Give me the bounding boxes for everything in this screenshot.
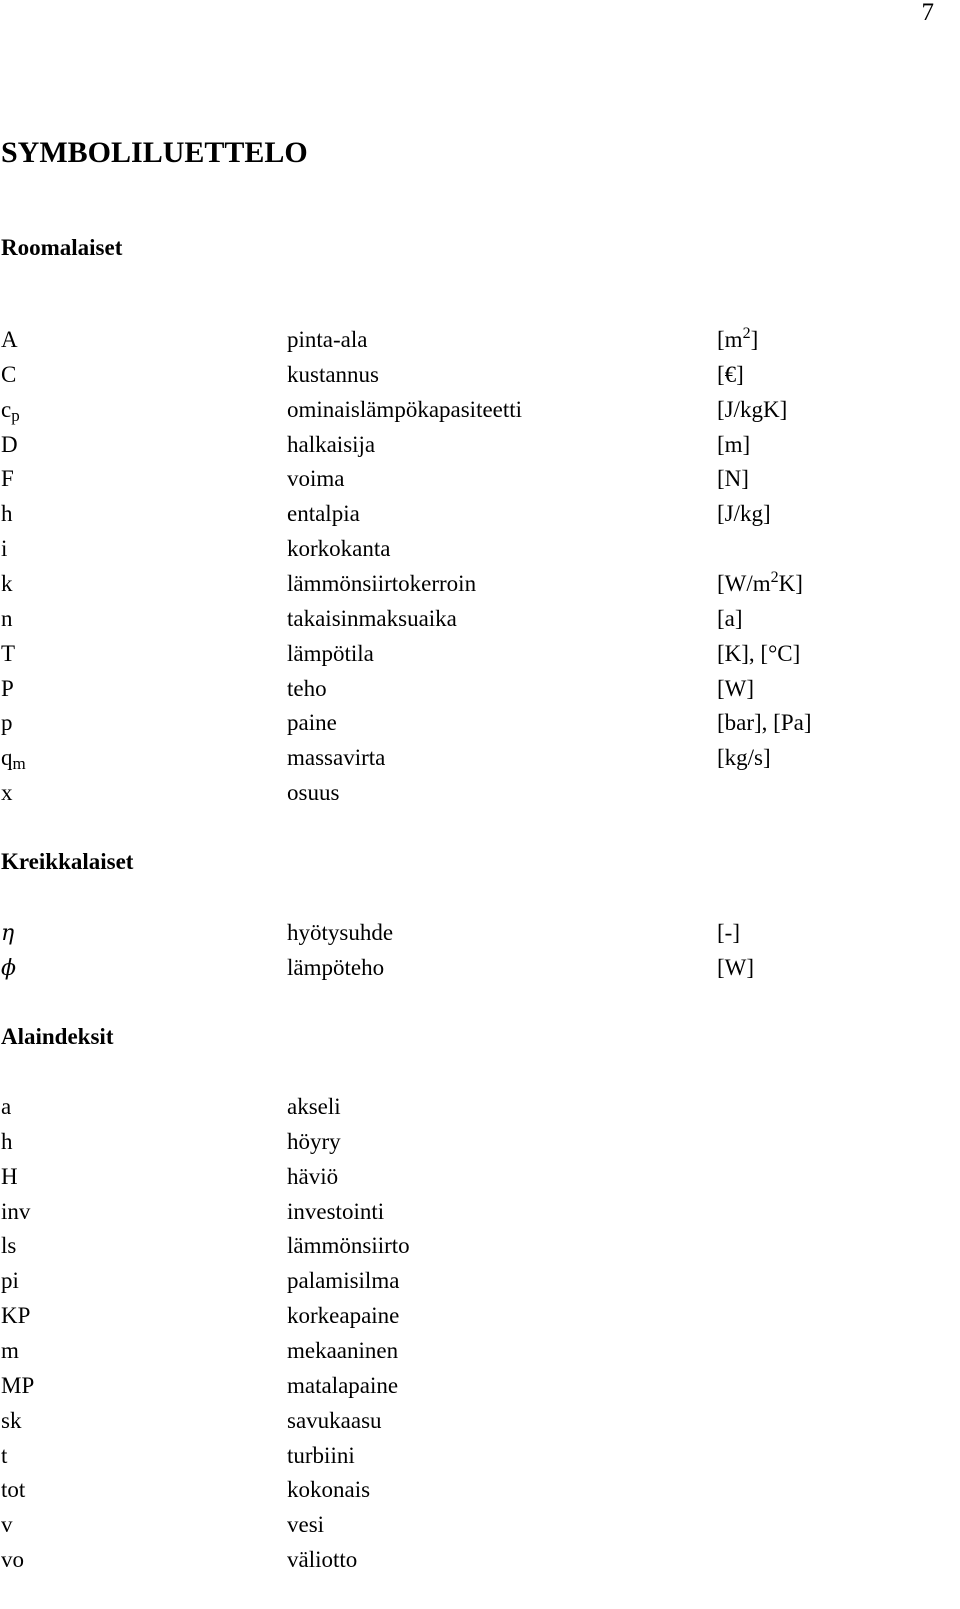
- unit-prefix: [m: [717, 327, 743, 352]
- symbol: [1, 705, 13, 740]
- subscripts-row: [0, 1159, 960, 1194]
- unit-suffix: K]: [778, 570, 803, 596]
- unit-superscript: 2: [770, 568, 779, 586]
- unit: [717, 566, 803, 604]
- symbol-main: η: [1, 921, 15, 946]
- unit: [kg/s]: [717, 745, 771, 771]
- symbol-main: ϕ: [1, 955, 16, 981]
- unit: [€]: [717, 361, 744, 387]
- symbol-main: k: [1, 570, 13, 596]
- symbol-main: v: [1, 1512, 13, 1538]
- symbol-main: p: [1, 710, 13, 736]
- unit: [W]: [717, 954, 755, 980]
- description: korkokanta: [287, 536, 391, 562]
- symbol: [1, 1194, 30, 1229]
- subscripts-row: [0, 1507, 960, 1542]
- symbol: [1, 1089, 11, 1124]
- symbol-main: vo: [1, 1547, 24, 1573]
- description: korkeapaine: [287, 1303, 400, 1329]
- subscripts-row: [0, 1124, 960, 1159]
- roman-row: [0, 636, 960, 671]
- roman-row: [0, 671, 960, 706]
- description: lämpötila: [287, 640, 374, 666]
- symbol: [1, 357, 16, 392]
- section-heading-subscripts: Alaindeksit: [1, 1024, 114, 1049]
- symbol: [1, 461, 14, 496]
- symbol: [1, 1298, 30, 1333]
- symbol: [1, 496, 13, 531]
- subscripts-row: [0, 1403, 960, 1438]
- symbol: [1, 531, 7, 566]
- section-heading-roman: Roomalaiset: [1, 235, 123, 260]
- description: höyry: [287, 1128, 341, 1154]
- description: turbiini: [287, 1442, 355, 1468]
- roman-row: [0, 427, 960, 462]
- symbol-main: tot: [1, 1477, 26, 1503]
- roman-row: [0, 601, 960, 636]
- description: lämpöteho: [287, 954, 385, 980]
- unit: [717, 322, 758, 360]
- description: voima: [287, 466, 345, 492]
- symbol-main: sk: [1, 1407, 22, 1433]
- unit-prefix: [W/m: [717, 570, 771, 596]
- unit: [K], [°C]: [717, 640, 801, 666]
- description: hyötysuhde: [287, 920, 394, 945]
- symbol: [1, 740, 26, 777]
- symbol: [1, 1159, 18, 1194]
- symbol: [1, 601, 13, 636]
- roman-row: [0, 740, 960, 775]
- symbol-main: h: [1, 1128, 13, 1154]
- unit: [-]: [717, 920, 740, 945]
- description: palamisilma: [287, 1268, 400, 1294]
- symbol: [1, 427, 18, 462]
- symbol-main: F: [1, 466, 14, 492]
- symbol-main: MP: [1, 1372, 35, 1398]
- symbol: [1, 950, 16, 986]
- unit: [m]: [717, 431, 751, 457]
- symbol-main: h: [1, 501, 13, 527]
- subscripts-row: [0, 1333, 960, 1368]
- description: ominaislämpökapasiteetti: [287, 396, 523, 422]
- page-number: 7: [921, 0, 934, 26]
- description: paine: [287, 710, 337, 736]
- roman-row: [0, 705, 960, 740]
- symbol-main: inv: [1, 1198, 31, 1224]
- roman-row: [0, 566, 960, 601]
- subscripts-row: [0, 1298, 960, 1333]
- symbol-main: D: [1, 431, 18, 457]
- section-heading-greek: Kreikkalaiset: [1, 849, 134, 874]
- symbol-main: t: [1, 1442, 8, 1468]
- unit: [W]: [717, 675, 755, 701]
- symbol-main: x: [1, 780, 13, 806]
- unit: [a]: [717, 605, 743, 631]
- symbol: [1, 915, 14, 951]
- symbol-main: q: [1, 745, 13, 771]
- symbol-subscript: m: [12, 754, 26, 774]
- unit: [J/kgK]: [717, 396, 788, 422]
- symbol: [1, 1507, 13, 1542]
- roman-row: [0, 531, 960, 566]
- symbol-main: ls: [1, 1233, 17, 1259]
- subscripts-row: [0, 1228, 960, 1263]
- symbol: [1, 1263, 19, 1298]
- description: takaisinmaksuaika: [287, 605, 457, 631]
- description: osuus: [287, 780, 340, 806]
- symbol: [1, 671, 14, 706]
- symbol: [1, 1333, 19, 1368]
- subscripts-row: [0, 1438, 960, 1473]
- description: massavirta: [287, 745, 386, 771]
- symbol-main: a: [1, 1094, 12, 1119]
- roman-row: [0, 322, 960, 357]
- description: mekaaninen: [287, 1337, 399, 1363]
- description: lämmönsiirtokerroin: [287, 570, 477, 596]
- symbol: [1, 1228, 16, 1263]
- roman-row: [0, 461, 960, 496]
- description: häviö: [287, 1163, 339, 1189]
- symbol-main: P: [1, 675, 14, 701]
- subscripts-row: [0, 1472, 960, 1507]
- unit: [J/kg]: [717, 501, 771, 527]
- description: pinta-ala: [287, 327, 368, 352]
- description: savukaasu: [287, 1407, 382, 1433]
- roman-row: [0, 357, 960, 392]
- unit-suffix: ]: [750, 327, 759, 352]
- symbol: [1, 1438, 7, 1473]
- greek-row: [0, 950, 960, 985]
- symbol: [1, 566, 13, 601]
- symbol: [1, 322, 18, 357]
- description: halkaisija: [287, 431, 376, 457]
- symbol-main: pi: [1, 1268, 19, 1294]
- symbol-main: T: [1, 640, 16, 666]
- roman-row: [0, 496, 960, 531]
- symbol: [1, 1124, 13, 1159]
- roman-row: [0, 392, 960, 427]
- subscripts-row: [0, 1368, 960, 1403]
- roman-row: [0, 775, 960, 810]
- symbol-main: A: [1, 327, 18, 352]
- description: kustannus: [287, 361, 379, 387]
- unit: [bar], [Pa]: [717, 710, 812, 736]
- description: entalpia: [287, 501, 360, 527]
- symbol: [1, 1403, 21, 1438]
- symbol: [1, 1542, 24, 1577]
- description: kokonais: [287, 1477, 371, 1503]
- symbol-main: H: [1, 1163, 18, 1189]
- subscripts-row: [0, 1194, 960, 1229]
- symbol-main: m: [1, 1337, 19, 1363]
- page-title: SYMBOLILUETTELO: [1, 136, 308, 169]
- symbol: [1, 775, 13, 810]
- description: lämmönsiirto: [287, 1233, 410, 1259]
- symbol-main: KP: [1, 1303, 31, 1329]
- symbol: [1, 636, 15, 671]
- symbol-subscript: p: [11, 405, 20, 425]
- greek-row: [0, 915, 960, 950]
- description: akseli: [287, 1094, 341, 1119]
- symbol: [1, 1472, 25, 1507]
- unit-superscript: 2: [742, 325, 751, 342]
- description: väliotto: [287, 1547, 358, 1573]
- description: vesi: [287, 1512, 325, 1538]
- subscripts-row: [0, 1542, 960, 1577]
- symbol: [1, 1368, 34, 1403]
- symbol-main: C: [1, 361, 17, 387]
- subscripts-row: [0, 1089, 960, 1124]
- symbol-main: n: [1, 605, 13, 631]
- unit: [N]: [717, 466, 749, 492]
- description: matalapaine: [287, 1372, 399, 1398]
- symbol-main: c: [1, 396, 12, 422]
- symbol: [1, 392, 20, 429]
- description: investointi: [287, 1198, 385, 1224]
- subscripts-row: [0, 1263, 960, 1298]
- symbol-main: i: [1, 536, 8, 562]
- description: teho: [287, 675, 327, 701]
